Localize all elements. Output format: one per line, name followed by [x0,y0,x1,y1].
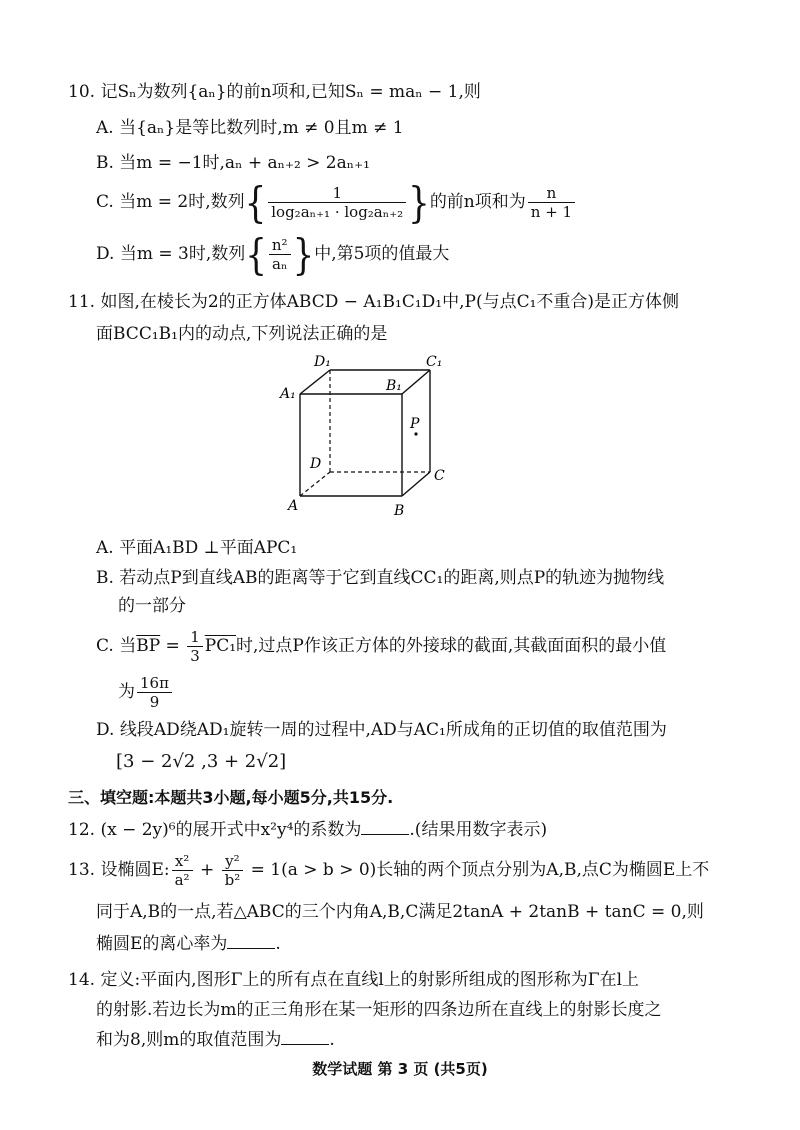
q11-option-d-line1: D. 线段AD绕AD₁旋转一周的过程中,AD与AC₁所成角的正切值的取值范围为 [96,720,667,740]
q14-line3-suffix: . [329,1030,335,1050]
q10-d-prefix: D. 当m = 3时,数列 [96,244,246,264]
q10-c-denominator: log₂aₙ₊₁ · log₂aₙ₊₂ [271,203,404,221]
q12-prefix: 12. (x − 2y)⁶的展开式中x²y⁴的系数为 [68,820,362,840]
q10-option-c [96,177,577,228]
right-brace: } [408,177,430,228]
q11-c2-numerator: 16π [137,674,172,693]
answer-blank [361,820,409,835]
q11-c2-prefix: 为 [118,682,135,702]
q10-c-numerator: 1 [268,184,406,203]
plus: + [194,860,220,880]
q12-suffix: .(结果用数字表示) [409,820,548,840]
label-a: A [288,498,299,514]
q11-c2-fraction [137,674,172,711]
q13-fraction-y [222,852,244,889]
q10-d-fraction [269,236,291,273]
answer-blank [281,1030,329,1045]
q10-c-result-fraction [528,184,575,221]
q10-option-b: B. 当m = −1时,aₙ + aₙ₊₂ > 2aₙ₊₁ [96,153,370,173]
q13-line1 [68,850,709,890]
q10-c-middle: 的前n项和为 [429,192,526,212]
label-b: B [394,503,405,519]
q11-option-c-line2 [118,672,174,712]
vector-bp: $\overline{BP}$ [136,636,161,656]
section-heading: 三、填空题:本题共3小题,每小题5分,共15分. [68,788,394,807]
q11-option-d-line2: [3 − 2√2 ,3 + 2√2] [116,751,287,772]
point-p [414,432,417,435]
q10-d-numerator: n² [269,236,291,255]
cube-figure [270,348,460,520]
q13-y-denominator: b² [224,871,241,889]
q10-d-denominator: aₙ [272,255,288,273]
q13-line3 [96,932,281,956]
q10-c-result-numerator: n [528,184,575,203]
answer-blank [227,934,275,949]
label-p: P [410,416,420,432]
q11-c-fraction [187,628,203,665]
equals: = [160,636,186,656]
q11-c-numerator: 1 [187,628,203,647]
label-c1: C₁ [426,354,443,370]
q13-fraction-x [172,852,193,889]
vector-pc1: PC₁ [204,636,237,656]
q13-line3-suffix: . [275,934,281,954]
label-d: D [310,456,322,472]
q12 [68,818,547,842]
right-brace: } [292,229,315,280]
left-brace: { [245,229,267,280]
q10-stem: 10. 记Sₙ为数列{aₙ}的前n项和,已知Sₙ = maₙ − 1,则 [68,82,481,102]
q11-c-suffix: 时,过点P作该正方体的外接球的截面,其截面面积的最小值 [236,636,667,656]
q10-option-a: A. 当{aₙ}是等比数列时,m ≠ 0且m ≠ 1 [96,118,404,138]
q13-x-numerator: x² [172,852,193,871]
q13-line3-prefix: 椭圆E的离心率为 [96,934,228,954]
q11-c-prefix: C. 当 [96,636,137,656]
q10-c-result-denominator: n + 1 [530,203,573,221]
q13-prefix: 13. 设椭圆E: [68,860,170,880]
q10-c-fraction [268,184,406,221]
q10-option-d [96,229,450,280]
q11-c2-denominator: 9 [149,693,160,711]
label-a1: A₁ [280,386,296,402]
q14-line3 [96,1028,335,1052]
q13-line2: 同于A,B的一点,若△ABC的三个内角A,B,C满足2tanA + 2tanB + tanC = 0,则 [96,902,704,922]
q11-option-a: A. 平面A₁BD ⊥平面APC₁ [96,538,298,558]
label-c: C [434,468,445,484]
q11-option-b-line1: B. 若动点P到直线AB的距离等于它到直线CC₁的距离,则点P的轨迹为抛物线 [96,568,665,588]
q11-option-c [96,626,666,666]
q11-stem-line1: 11. 如图,在棱长为2的正方体ABCD − A₁B₁C₁D₁中,P(与点C₁不重合)是正方体侧 [68,292,680,312]
page-footer: 数学试题 第 3 页 (共5页) [312,1060,488,1078]
q13-suffix: = 1(a > b > 0)长轴的两个顶点分别为A,B,点C为椭圆E上不 [245,860,710,880]
q13-y-numerator: y² [222,852,244,871]
q14-line2: 的射影.若边长为m的正三角形在某一矩形的四条边所在直线上的射影长度之 [96,1000,662,1020]
label-d1: D₁ [314,354,331,370]
q11-option-b-line2: 的一部分 [118,596,186,616]
q14-line1: 14. 定义:平面内,图形Γ上的所有点在直线l上的射影所组成的图形称为Γ在l上 [68,970,640,990]
q14-line3-prefix: 和为8,则m的取值范围为 [96,1030,282,1050]
q10-c-prefix: C. 当m = 2时,数列 [96,192,245,212]
label-b1: B₁ [386,378,402,394]
q11-c-denominator: 3 [190,647,200,665]
q10-d-suffix: 中,第5项的值最大 [314,244,450,264]
left-brace: { [244,177,267,228]
q13-x-denominator: a² [174,871,190,889]
q11-stem-line2: 面BCC₁B₁内的动点,下列说法正确的是 [96,324,388,344]
